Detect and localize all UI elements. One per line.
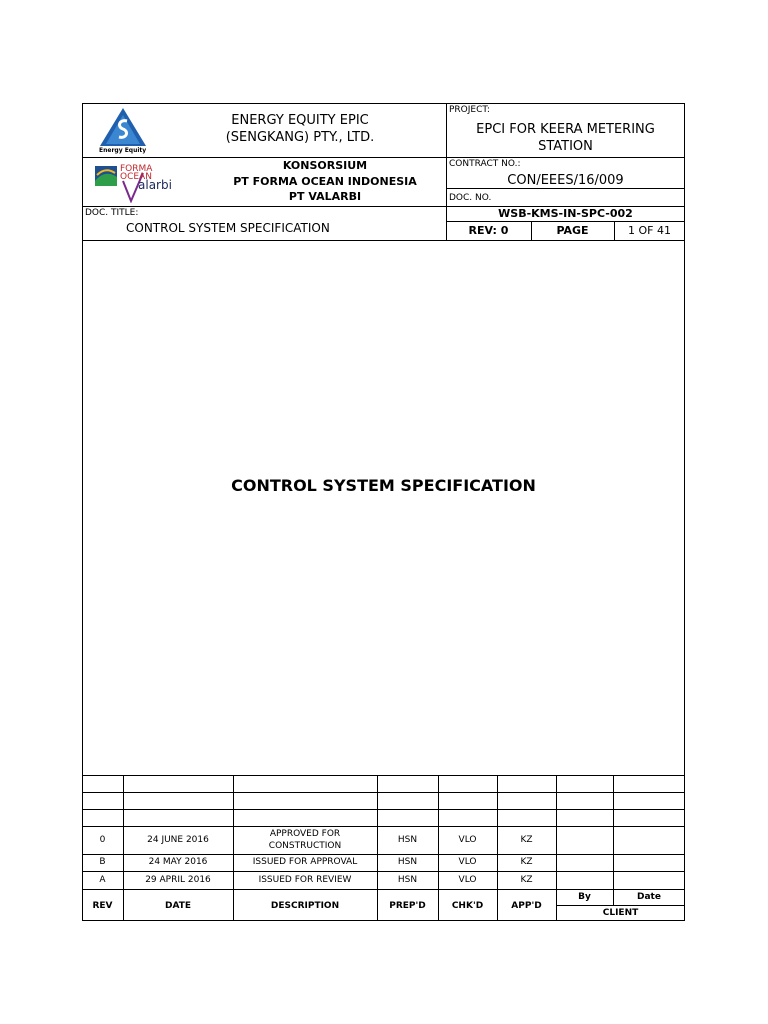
rev-row-1-appd: KZ [520, 857, 533, 867]
logo-caption: Energy Equity [99, 147, 147, 154]
rev-row-0-rev: 0 [99, 835, 106, 845]
company-name-line1: ENERGY EQUITY EPIC [231, 113, 369, 128]
logo2-forma: FORMA [120, 164, 153, 174]
energy-equity-logo [97, 107, 149, 155]
col-header-prepd: PREP'D [389, 901, 426, 911]
revtable-col-3 [377, 775, 378, 921]
konsorsium-line3: PT VALARBI [288, 190, 362, 203]
rev-row-1-chkd: VLO [458, 857, 477, 867]
col-header-date: DATE [164, 901, 192, 911]
rev-row-1-rev: B [99, 857, 106, 867]
revtable-line-2 [82, 809, 685, 810]
konsorsium-line2: PT FORMA OCEAN INDONESIA [233, 175, 417, 188]
forma-ocean-valarbi-logo [95, 163, 205, 203]
revtable-line-3 [82, 826, 685, 827]
rev-row-1-date: 24 MAY 2016 [148, 857, 208, 867]
project-name-line2: STATION [538, 139, 593, 154]
rev-row-1-prepd: HSN [397, 857, 418, 867]
col-header-rev: REV [92, 901, 113, 911]
col-header-by: By [578, 892, 591, 902]
revtable-col-1 [123, 775, 124, 921]
col-header-chkd: CHK'D [451, 901, 484, 911]
rev-row-0-date: 24 JUNE 2016 [147, 835, 209, 845]
doctitle-label: DOC. TITLE: [85, 208, 139, 218]
contract-value: CON/EEES/16/009 [507, 173, 624, 188]
rev-row-1-desc1: ISSUED FOR APPROVAL [252, 857, 358, 867]
revtable-col-5 [497, 775, 498, 921]
revtable-client-line [556, 905, 685, 906]
rev-row-2-rev: A [99, 875, 106, 885]
col-header-description: DESCRIPTION [270, 901, 340, 911]
revtable-top [82, 775, 685, 776]
col-header-client-date: Date [637, 892, 661, 902]
contract-label: CONTRACT NO.: [449, 159, 521, 169]
rev-row-0-appd: KZ [520, 835, 533, 845]
revtable-line-4 [82, 854, 685, 855]
header-divider-docno [446, 221, 685, 222]
docno-label: DOC. NO. [449, 193, 492, 203]
rev-row-0-prepd: HSN [397, 835, 418, 845]
docno-value: WSB-KMS-IN-SPC-002 [498, 207, 633, 220]
page-value: 1 OF 41 [628, 224, 671, 237]
rev-row-2-chkd: VLO [458, 875, 477, 885]
header-divider-1 [82, 157, 685, 158]
logo2-valarbi: alarbi [138, 178, 172, 192]
konsorsium-line1: KONSORSIUM [282, 159, 368, 172]
header-divider-contract [446, 188, 685, 189]
col-header-appd: APP'D [511, 901, 542, 911]
doctitle-value: CONTROL SYSTEM SPECIFICATION [126, 221, 330, 235]
rev-value: REV: 0 [468, 224, 509, 237]
revtable-col-7 [613, 775, 614, 905]
col-header-client: CLIENT [602, 908, 639, 918]
revtable-line-1 [82, 792, 685, 793]
rev-row-0-desc2: CONSTRUCTION [268, 841, 342, 851]
project-name-line1: EPCI FOR KEERA METERING [476, 122, 655, 137]
page-title: CONTROL SYSTEM SPECIFICATION [231, 476, 536, 495]
logo2-ocean: OCEAN [120, 172, 152, 182]
rev-row-2-date: 29 APRIL 2016 [145, 875, 211, 885]
rev-row-2-desc1: ISSUED FOR REVIEW [258, 875, 352, 885]
rev-row-2-prepd: HSN [397, 875, 418, 885]
revtable-line-5 [82, 871, 685, 872]
rev-row-0-chkd: VLO [458, 835, 477, 845]
company-name-line2: (SENGKANG) PTY., LTD. [225, 130, 375, 145]
page-label: PAGE [556, 224, 589, 237]
project-label: PROJECT: [449, 105, 490, 115]
revtable-col-4 [438, 775, 439, 921]
rev-row-0-desc1: APPROVED FOR [269, 829, 341, 839]
rev-row-2-appd: KZ [520, 875, 533, 885]
header-divider-3 [82, 240, 685, 241]
revtable-line-6 [82, 889, 685, 890]
